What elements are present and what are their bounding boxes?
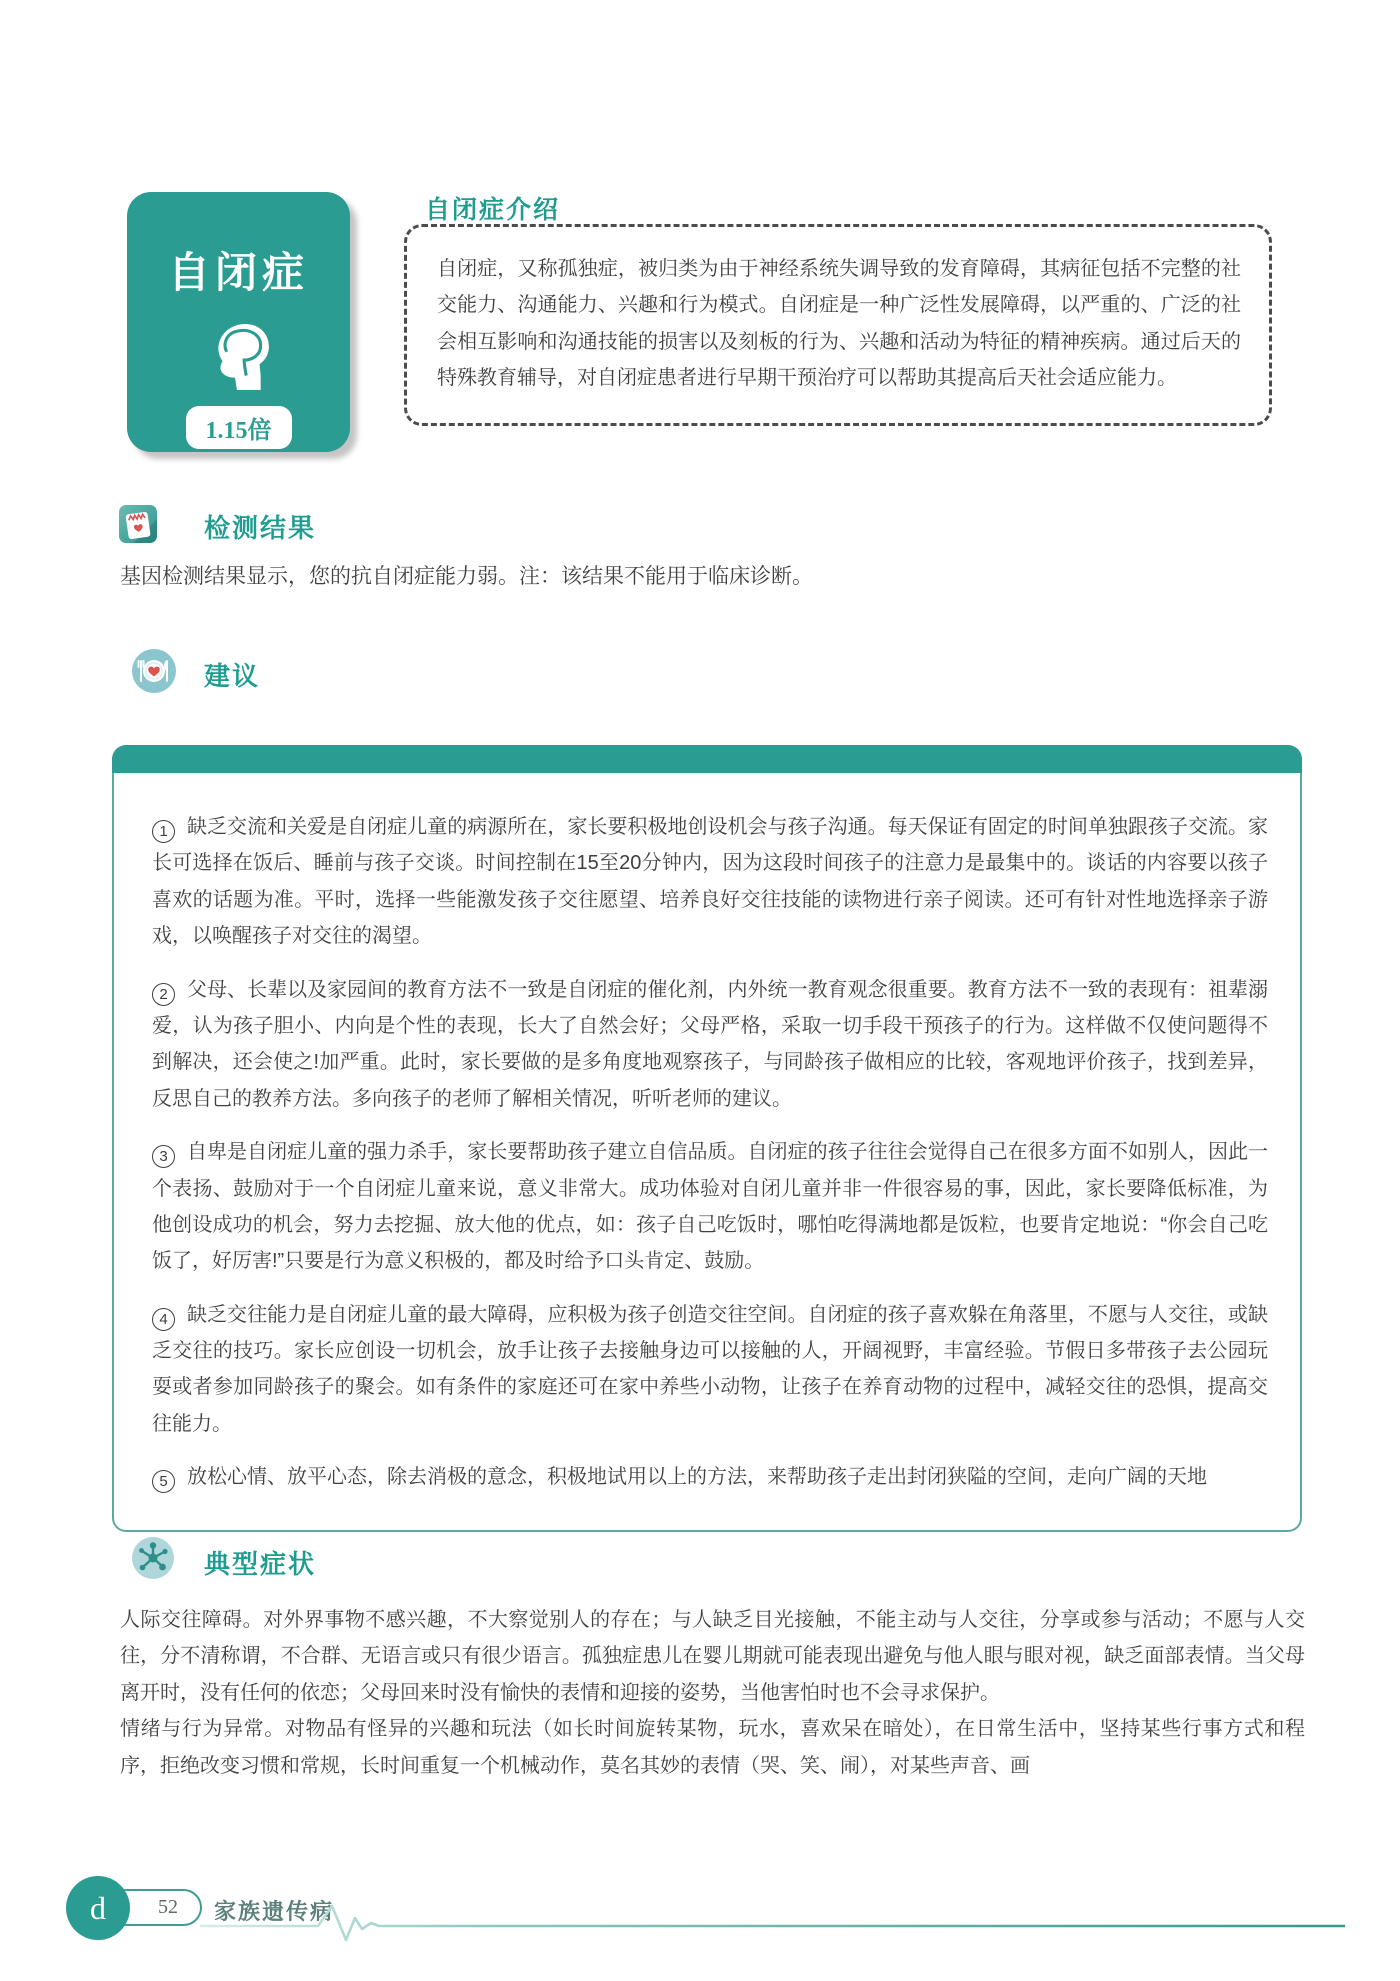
suggestion-item [152, 1297, 1268, 1443]
head-profile-icon [206, 318, 272, 396]
symptoms-paragraph: 人际交往障碍。对外界事物不感兴趣，不大察觉别人的存在；与人缺乏目光接触，不能主动与人交往，分享或参与活动；不愿与人交往，分不清称谓，不合群、无语言或只有很少语言。孤独症患儿在婴儿期就可能表现出避免与他人眼与眼对视，缺乏面部表情。当父母离开时，没有任何的依恋；父母回来时没有愉快的表情和迎接的姿势，当他害怕时也不会寻求保护。 [120, 1609, 1305, 1704]
disease-card [127, 192, 350, 452]
disease-title: 自闭症 [167, 249, 309, 296]
suggestion-body [112, 773, 1302, 1532]
symptoms-paragraph: 情绪与行为异常。对物品有怪异的兴趣和玩法（如长时间旋转某物，玩水，喜欢呆在暗处），在日常生活中，坚持某些行事方式和程序，拒绝改变习惯和常规，长时间重复一个机械动作，莫名其妙的表情（哭、笑、闹），对某些声音、画 [120, 1718, 1305, 1777]
suggestion-header-bar [112, 745, 1302, 773]
intro-box [404, 224, 1272, 426]
suggestion-item [152, 809, 1268, 955]
multiplier-badge: 1.15倍 [186, 406, 292, 449]
item-number: 2 [152, 983, 175, 1006]
item-text: 父母、长辈以及家园间的教育方法不一致是自闭症的催化剂，内外统一教育观念很重要。教育方法不一致的表现有：祖辈溺爱，认为孩子胆小、内向是个性的表现，长大了自然会好；父母严格，采取一切手段干预孩子的行为。这样做不仅使问题得不到解决，还会使之!加严重。此时，家长要做的是多角度地观察孩子，与同龄孩子做相应的比较，客观地评价孩子，找到差异，反思自己的教养方法。多向孩子的老师了解相关情况，听听老师的建议。 [152, 978, 1268, 1110]
dining-plate-icon [131, 648, 177, 694]
item-text: 放松心情、放平心态，除去消极的意念，积极地试用以上的方法，来帮助孩子走出封闭狭隘的空间，走向广阔的天地 [187, 1466, 1207, 1489]
suggestion-box [112, 745, 1302, 1532]
footer-logo [66, 1876, 130, 1940]
item-text: 缺乏交往能力是自闭症儿童的最大障碍，应积极为孩子创造交往空间。自闭症的孩子喜欢躲在角落里，不愿与人交往，或缺乏交往的技巧。家长应创设一切机会，放手让孩子去接触身边可以接触的人，开阔视野，丰富经验。节假日多带孩子去公园玩耍或者参加同龄孩子的聚会。如有条件的家庭还可在家中养些小动物，让孩子在养育动物的过程中，减轻交往的恐惧，提高交往能力。 [152, 1303, 1268, 1435]
item-number: 5 [152, 1470, 175, 1493]
intro-heading: 自闭症介绍 [425, 196, 561, 224]
heartbeat-line-icon [200, 1902, 1345, 1946]
symptoms-text [120, 1602, 1305, 1784]
suggestion-item [152, 1459, 1268, 1495]
symptoms-heading: 典型症状 [204, 1549, 317, 1579]
item-number: 4 [152, 1308, 175, 1331]
intro-text: 自闭症，又称孤独症，被归类为由于神经系统失调导致的发育障碍，其病征包括不完整的社交能力、沟通能力、兴趣和行为模式。自闭症是一种广泛性发展障碍，以严重的、广泛的社会相互影响和沟通技能的损害以及刻板的行为、兴趣和活动为特征的精神疾病。通过后天的特殊教育辅导，对自闭症患者进行早期干预治疗可以帮助其提高后天社会适应能力。 [437, 258, 1241, 390]
footer-label: 家族遗传病 [214, 1899, 335, 1924]
suggestion-item [152, 972, 1268, 1118]
monitor-device-icon [118, 503, 158, 545]
item-number: 3 [152, 1145, 175, 1168]
suggestion-item [152, 1134, 1268, 1280]
item-text: 缺乏交流和关爱是自闭症儿童的病源所在，家长要积极地创设机会与孩子沟通。每天保证有固定的时间单独跟孩子交流。家长可选择在饭后、睡前与孩子交谈。时间控制在15至20分钟内，因为这段时间孩子的注意力是最集中的。谈话的内容要以孩子喜欢的话题为准。平时，选择一些能激发孩子交往愿望、培养良好交往技能的读物进行亲子阅读。还可有针对性地选择亲子游戏，以唤醒孩子对交往的渴望。 [152, 816, 1268, 948]
result-text: 基因检测结果显示，您的抗自闭症能力弱。注：该结果不能用于临床诊断。 [120, 565, 813, 588]
molecule-icon [131, 1536, 175, 1580]
result-heading: 检测结果 [204, 513, 317, 543]
suggestion-heading: 建议 [204, 661, 261, 691]
page-number: 52 [158, 1896, 178, 1918]
item-text: 自卑是自闭症儿童的强力杀手，家长要帮助孩子建立自信品质。自闭症的孩子往往会觉得自己在很多方面不如别人，因此一个表扬、鼓励对于一个自闭症儿童来说，意义非常大。成功体验对自闭儿童并非一件很容易的事，因此，家长要降低标准，为他创设成功的机会，努力去挖掘、放大他的优点，如：孩子自己吃饭时，哪怕吃得满地都是饭粒，也要肯定地说：“你会自己吃饭了，好厉害!”只要是行为意义积极的，都及时给予口头肯定、鼓励。 [152, 1141, 1268, 1273]
logo-letter: d [90, 1889, 106, 1926]
item-number: 1 [152, 820, 175, 843]
